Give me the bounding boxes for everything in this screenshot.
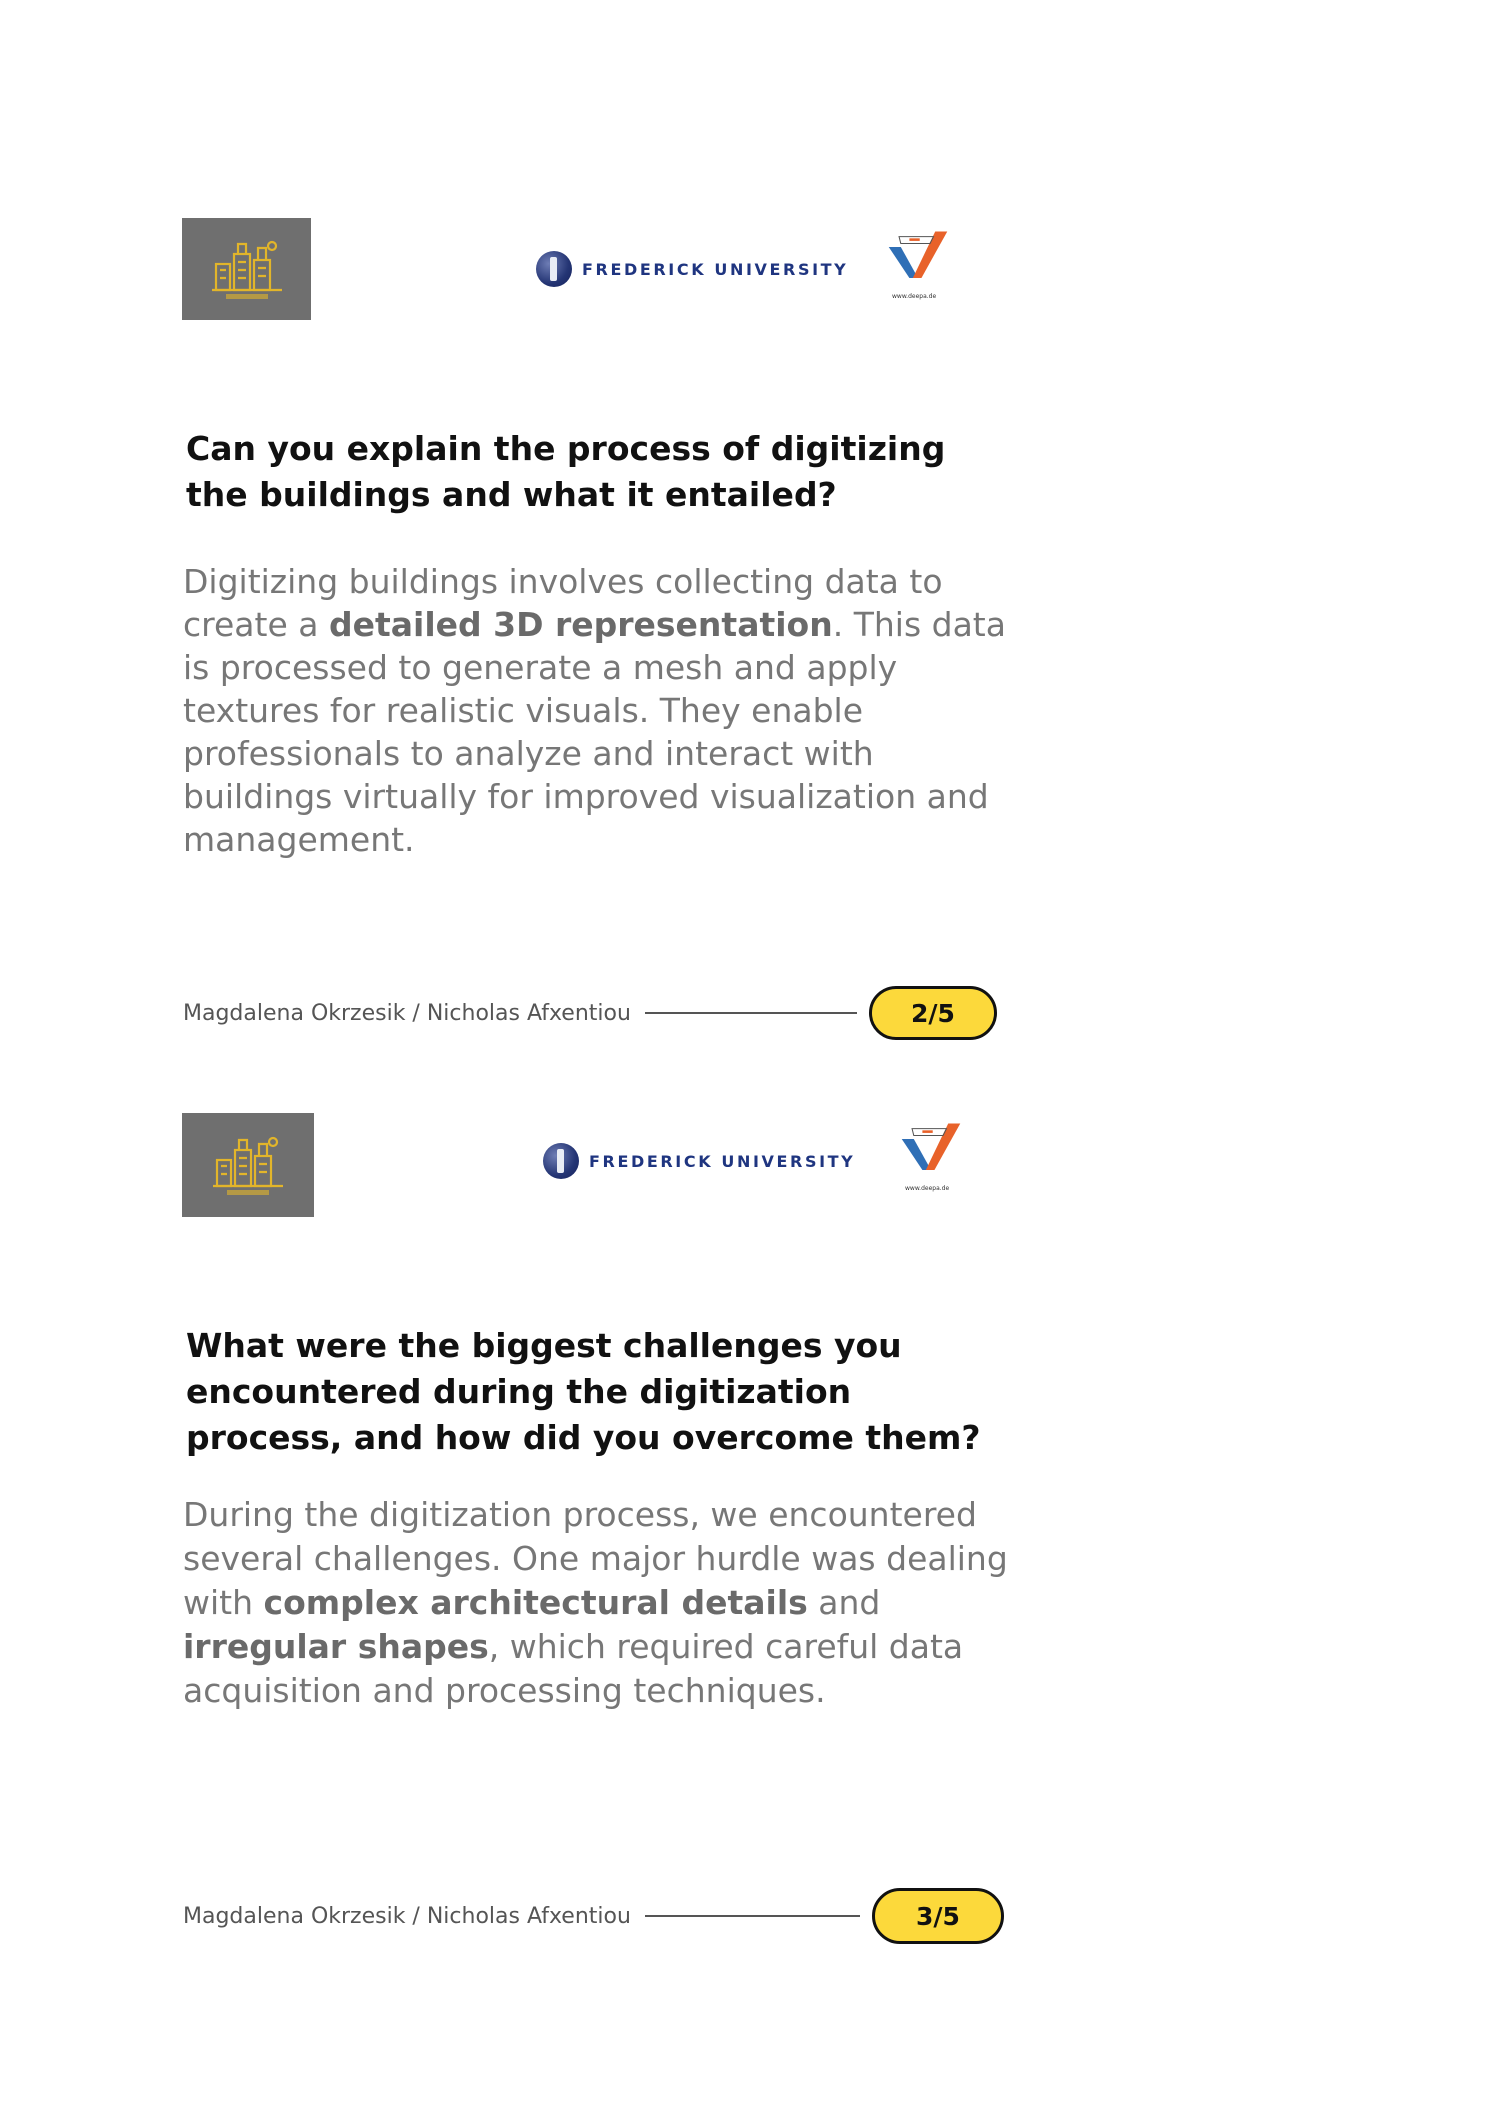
v-checkmark-logo-icon — [878, 228, 958, 290]
answer-highlight: complex architectural details — [263, 1583, 808, 1622]
university-name: FREDERICK UNIVERSITY — [589, 1151, 856, 1171]
answer-text: Digitizing buildings involves collecting data to create a — [183, 562, 943, 644]
partner-logo — [878, 228, 958, 300]
frederick-university-logo — [543, 1143, 855, 1179]
project-logo — [182, 218, 311, 320]
answer-text: . This data is processed to generate a mesh and apply textures for realistic visuals. They enable professionals to analyze and interact with buildings virtually for improved visualization and management. — [183, 605, 1006, 859]
factory-building-icon — [208, 234, 286, 304]
partner-url: www.deepa.de — [892, 293, 937, 300]
answer-text: , which required careful data acquisition and processing techniques. — [183, 1627, 964, 1710]
university-crest-icon — [536, 251, 572, 287]
authors-credit: Magdalena Okrzesik / Nicholas Afxentiou — [183, 1903, 631, 1929]
interview-card-2 — [0, 0, 1100, 1100]
project-logo — [182, 1113, 314, 1217]
frederick-university-logo — [536, 251, 848, 287]
card-footer — [183, 986, 997, 1040]
page-number-badge: 3/5 — [872, 1888, 1004, 1944]
answer-highlight: irregular shapes — [183, 1627, 489, 1666]
divider-line — [645, 1915, 860, 1917]
partner-url: www.deepa.de — [905, 1185, 950, 1192]
answer-text: and — [807, 1583, 881, 1622]
interview-card-3 — [0, 1100, 1100, 2117]
university-crest-icon — [543, 1143, 579, 1179]
authors-credit: Magdalena Okrzesik / Nicholas Afxentiou — [183, 1000, 631, 1026]
university-name: FREDERICK UNIVERSITY — [582, 259, 849, 279]
answer-highlight: detailed 3D representation — [328, 605, 833, 644]
answer-paragraph — [183, 560, 1023, 861]
answer-text: During the digitization process, we encountered several challenges. One major hurdle was dealing with — [183, 1495, 1008, 1622]
partner-logo — [891, 1120, 971, 1192]
answer-paragraph — [183, 1493, 1023, 1713]
card-footer — [183, 1888, 1004, 1944]
factory-building-icon — [209, 1130, 287, 1200]
question-heading: What were the biggest challenges you encountered during the digitization process, and how did you overcome them? — [186, 1326, 981, 1457]
page-number-badge: 2/5 — [869, 986, 997, 1040]
question-heading: Can you explain the process of digitizing the buildings and what it entailed? — [186, 429, 946, 514]
divider-line — [645, 1012, 857, 1014]
v-checkmark-logo-icon — [891, 1120, 971, 1182]
